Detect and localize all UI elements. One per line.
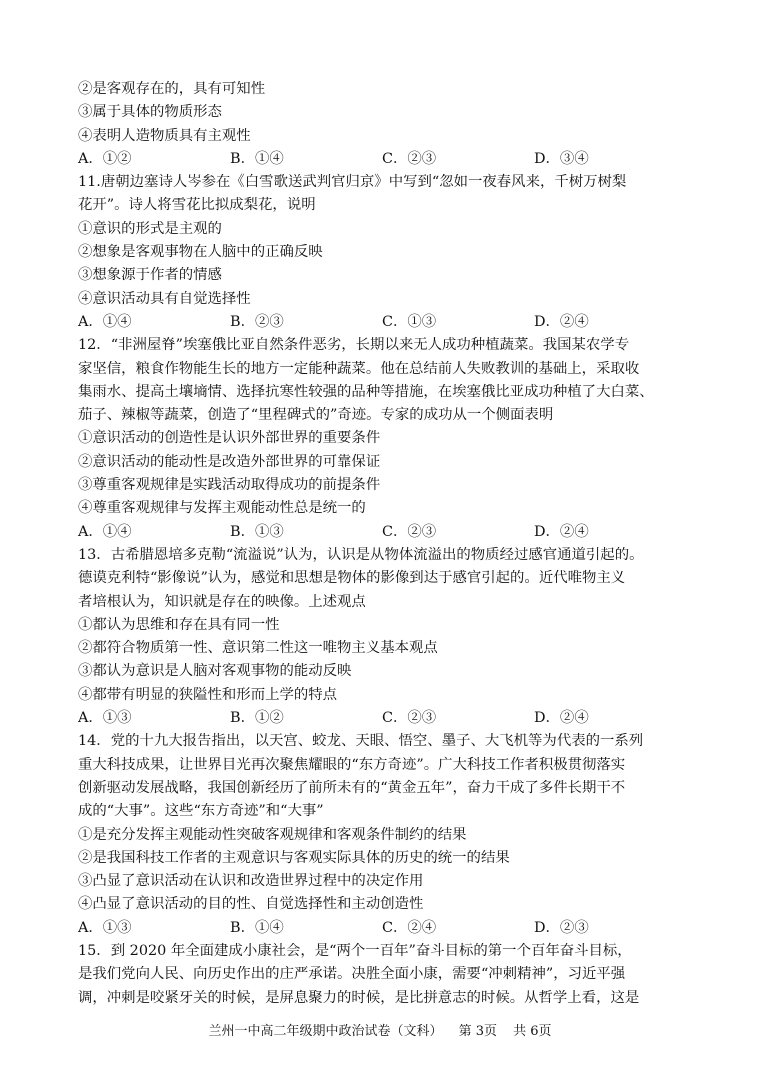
- exam-page: [78, 78, 686, 1010]
- option-b: B．①④: [230, 919, 284, 936]
- page-footer: [0, 1022, 760, 1042]
- statement: ②是客观存在的，具有可知性: [78, 81, 266, 97]
- option-b: B．①③: [230, 523, 284, 540]
- statement: ④尊重客观规律与发挥主观能动性总是统一的: [78, 500, 366, 517]
- question-stem: 调，冲刺是咬紧牙关的时候，是屏息聚力的时候，是比拼意志的时候。从哲学上看，这是: [78, 989, 640, 1006]
- statement: ④意识活动具有自觉选择性: [78, 290, 251, 307]
- question-14: [78, 730, 686, 940]
- statement: ④凸显了意识活动的目的性、自觉选择性和主动创造性: [78, 896, 424, 913]
- question-stem: 者培根认为，知识就是存在的映像。上述观点: [78, 593, 366, 610]
- answer-options: [78, 148, 686, 171]
- question-15: [78, 940, 686, 1010]
- question-stem: 德谟克利特“影像说”认为，感觉和思想是物体的影像到达于感官引起的。近代唯物主义: [78, 570, 626, 587]
- option-a: A．①②: [78, 150, 132, 167]
- statement: ①意识的形式是主观的: [78, 220, 222, 237]
- question-stem: 12．“非洲屋脊”埃塞俄比亚自然条件恶劣，长期以来无人成功种植蔬菜。我国某农学专: [78, 337, 630, 354]
- statement: ③尊重客观规律是实践活动取得成功的前提条件: [78, 477, 381, 494]
- question-stem: 是我们党向人民、向历史作出的庄严承诺。决胜全面小康，需要“冲刺精神”，习近平强: [78, 966, 626, 983]
- question-stem: 花开”。诗人将雪花比拟成梨花，说明: [78, 197, 316, 214]
- footer-total-pages: 共 6页: [513, 1024, 552, 1039]
- statement: ①都认为思维和存在具有同一性: [78, 616, 280, 633]
- option-a: A．①③: [78, 710, 132, 727]
- statement: ②都符合物质第一性、意识第二性这一唯物主义基本观点: [78, 640, 438, 657]
- answer-options: [78, 707, 686, 730]
- option-d: D．②④: [534, 313, 589, 330]
- statement: ③想象源于作者的情感: [78, 267, 222, 284]
- statement: ②意识活动的能动性是改造外部世界的可靠保证: [78, 453, 381, 470]
- option-a: A．①④: [78, 523, 132, 540]
- footer-title: 兰州一中高二年级期中政治试卷（文科）: [208, 1024, 443, 1039]
- question-11: [78, 171, 686, 334]
- footer-page-number: 第 3页: [458, 1024, 497, 1039]
- question-stem: 茄子、辣椒等蔬菜，创造了“里程碑式的”奇迹。专家的成功从一个侧面表明: [78, 407, 554, 424]
- option-b: B．①④: [230, 150, 284, 167]
- statement: ①是充分发挥主观能动性突破客观规律和客观条件制约的结果: [78, 826, 467, 843]
- statement: ①意识活动的创造性是认识外部世界的重要条件: [78, 430, 381, 447]
- option-c: C．②③: [382, 710, 437, 727]
- question-stem: 集雨水、提高土壤墒情、选择抗寒性较强的品种等措施，在埃塞俄比亚成功种植了大白菜、: [78, 383, 654, 400]
- question-10-tail: [78, 78, 686, 171]
- question-13: [78, 544, 686, 730]
- question-stem: 15．到 2020 年全面建成小康社会，是“两个一百年”奋斗目标的第一个百年奋斗目标，: [78, 942, 632, 959]
- question-stem: 11.唐朝边塞诗人岑参在《白雪歌送武判官归京》中写到“忽如一夜春风来，千树万树梨: [78, 174, 627, 191]
- question-stem: 重大科技成果，让世界目光再次聚焦耀眼的“东方奇迹”。广大科技工作者积极贯彻落实: [78, 756, 626, 773]
- option-c: C．①③: [382, 313, 437, 330]
- option-b: B．①②: [230, 710, 284, 727]
- option-a: A．①③: [78, 919, 132, 936]
- answer-options: [78, 917, 686, 940]
- statement: ②是我国科技工作者的主观意识与客观实际具体的历史的统一的结果: [78, 849, 510, 866]
- statement: ④都带有明显的狭隘性和形而上学的特点: [78, 686, 338, 703]
- question-stem: 创新驱动发展战略，我国创新经历了前所未有的“黄金五年”，奋力干成了多件长期干不: [78, 779, 626, 796]
- statement: ③凸显了意识活动在认识和改造世界过程中的决定作用: [78, 873, 424, 890]
- option-d: D．③④: [534, 150, 589, 167]
- option-c: C．②④: [382, 919, 437, 936]
- answer-options: [78, 311, 686, 334]
- statement: ②想象是客观事物在人脑中的正确反映: [78, 244, 323, 261]
- statement: ③属于具体的物质形态: [78, 104, 222, 121]
- question-12: [78, 334, 686, 544]
- option-d: D．②④: [534, 523, 589, 540]
- option-d: D．②③: [534, 919, 589, 936]
- statement: ③都认为意识是人脑对客观事物的能动反映: [78, 663, 352, 680]
- statement: ④表明人造物质具有主观性: [78, 127, 251, 144]
- option-a: A．①④: [78, 313, 132, 330]
- question-stem: 成的“大事”。这些“东方奇迹”和“大事”: [78, 803, 324, 820]
- question-stem: 13．古希腊恩培多克勒“流溢说”认为，认识是从物体流溢出的物质经过感官通道引起的。: [78, 546, 644, 563]
- question-stem: 14．党的十九大报告指出，以天宫、蛟龙、天眼、悟空、墨子、大飞机等为代表的一系列: [78, 733, 644, 750]
- answer-options: [78, 521, 686, 544]
- option-c: C．②③: [382, 523, 437, 540]
- option-c: C．②③: [382, 150, 437, 167]
- option-b: B．②③: [230, 313, 284, 330]
- option-d: D．②④: [534, 710, 589, 727]
- question-stem: 家坚信，粮食作物能生长的地方一定能种蔬菜。他在总结前人失败教训的基础上，采取收: [78, 360, 640, 377]
